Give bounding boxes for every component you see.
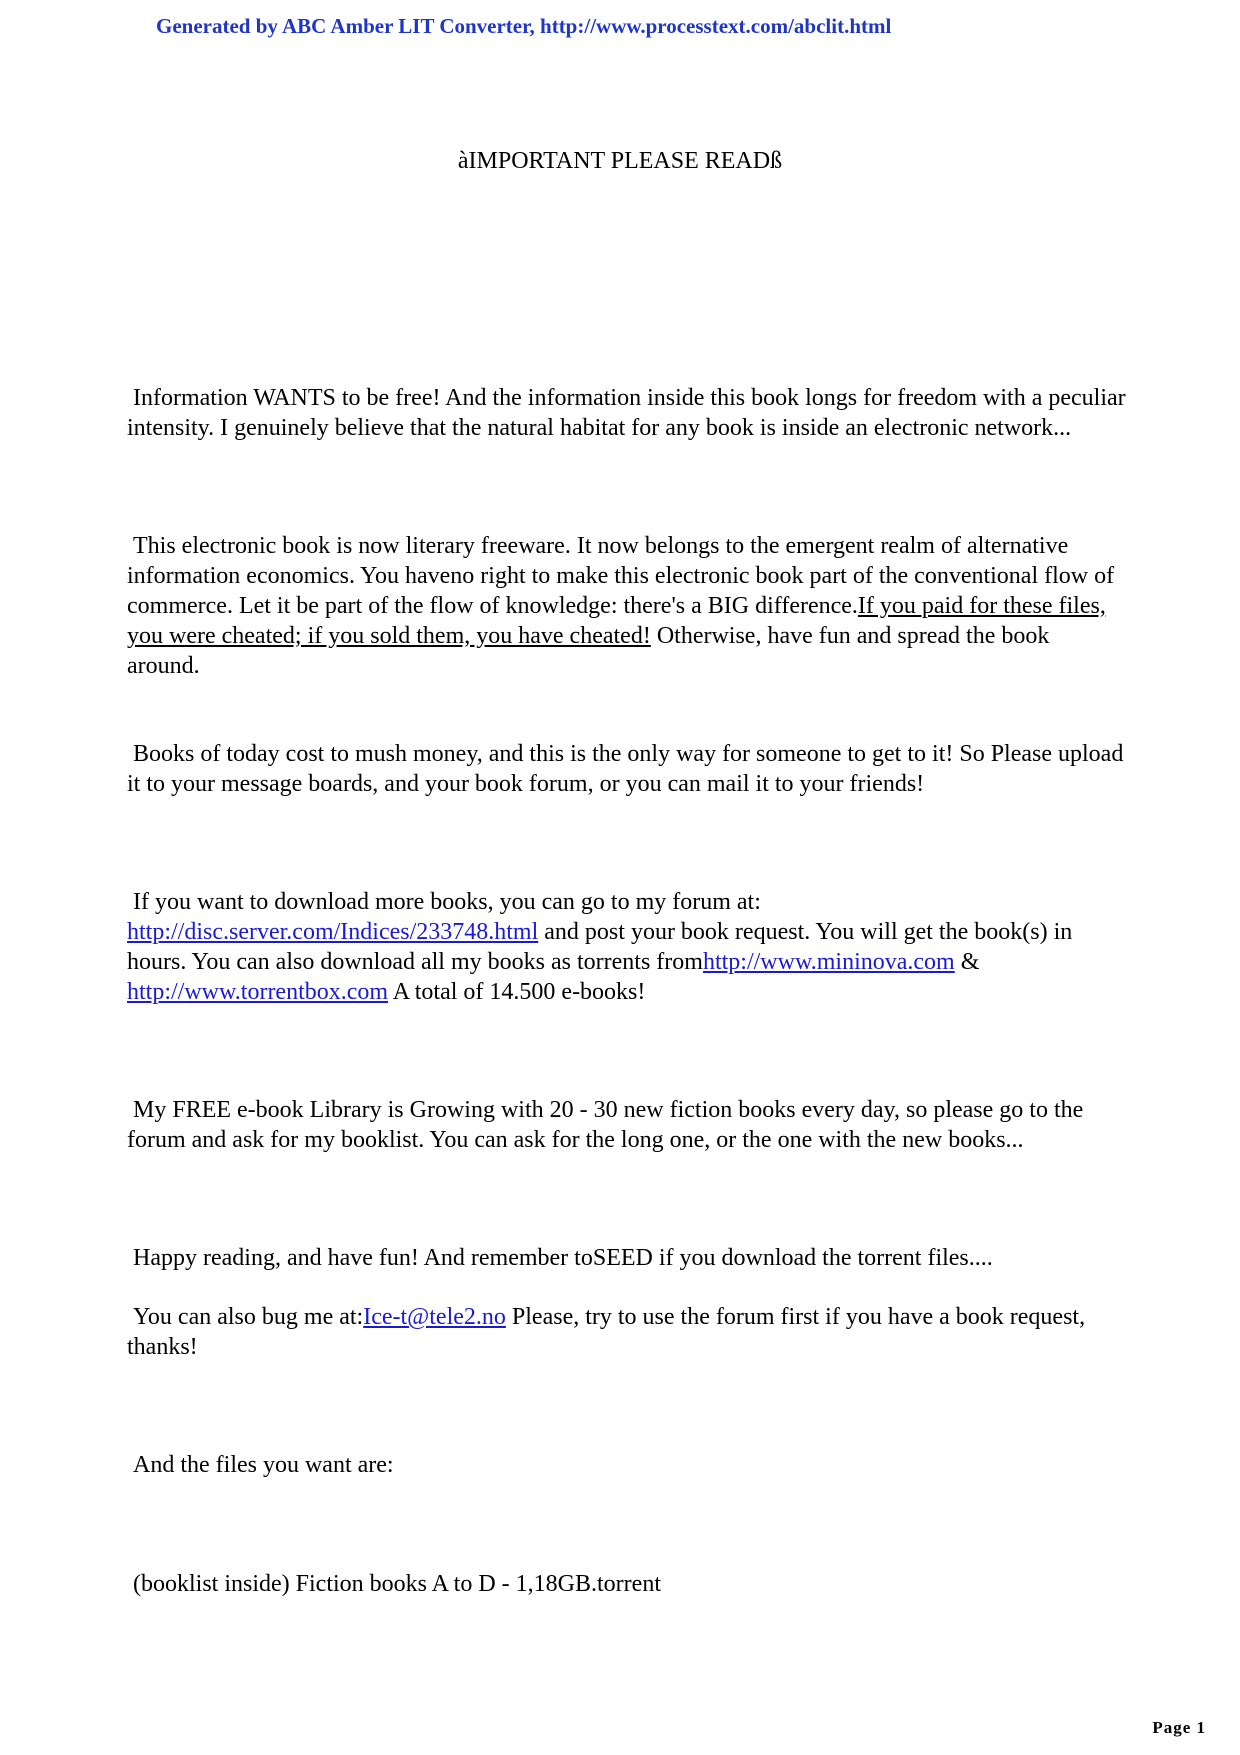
paragraph-text: And the files you want are:	[133, 1452, 394, 1478]
torrentbox-link[interactable]: http://www.torrentbox.com	[127, 979, 389, 1005]
page-title: àIMPORTANT PLEASE READß	[457, 148, 783, 174]
page-number: Page 1	[1152, 1718, 1206, 1737]
paragraph-tail: A total of 14.500 e-books!	[388, 979, 646, 1005]
forum-link[interactable]: http://disc.server.com/Indices/233748.html	[127, 919, 539, 945]
mininova-link[interactable]: http://www.mininova.com	[702, 949, 955, 975]
paragraph-download-more	[127, 887, 1127, 1007]
paragraph-tail: Please, try to use the forum first if you have a book request, thanks!	[127, 1304, 1086, 1360]
paragraph-text: This electronic book is now literary freeware. It now belongs to the emergent realm of alternative information economics. You haveno right to make this electronic book part of the conventional flow of commerce. Let it be part of the flow of knowledge: there's a BIG difference.	[127, 533, 1115, 619]
email-link[interactable]: Ice-t@tele2.no	[363, 1304, 506, 1330]
paragraph-tail: Otherwise, have fun and spread the book around.	[127, 623, 1050, 679]
paragraph-lead: You can also bug me at:	[133, 1304, 364, 1330]
paragraph-information-wants	[127, 383, 1127, 443]
paragraph-free-library	[127, 1095, 1127, 1155]
paragraph-happy-reading	[127, 1243, 1127, 1273]
paragraph-mid: &	[954, 949, 980, 975]
paragraph-text: Books of today cost to mush money, and this is the only way for someone to get to it! So Please upload it to your message boards, and your book forum, or you can mail it to your friends!	[127, 741, 1124, 797]
converter-header: Generated by ABC Amber LIT Converter, http://www.processtext.com/abclit.html	[156, 14, 892, 38]
paragraph-files-intro	[127, 1450, 1127, 1480]
file-name: (booklist inside) Fiction books A to D - 1,18GB.torrent	[133, 1571, 661, 1597]
paragraph-books-cost	[127, 739, 1127, 799]
paragraph-bug-me	[127, 1302, 1127, 1362]
file-list-item	[127, 1569, 1127, 1599]
paragraph-mid: and post your book request. You will get the book(s) in hours. You can also download all my books as torrents from	[127, 919, 1073, 975]
cheated-warning: If you paid for these files, you were cheated; if you sold them, you have cheated!	[127, 593, 1106, 649]
paragraph-text: Happy reading, and have fun! And remember toSEED if you download the torrent files....	[133, 1245, 993, 1271]
paragraph-text: My FREE e-book Library is Growing with 20 - 30 new fiction books every day, so please go to the forum and ask for my booklist. You can ask for the long one, or the one with the new books...	[127, 1097, 1084, 1153]
paragraph-text: Information WANTS to be free! And the information inside this book longs for freedom with a peculiar intensity. I genuinely believe that the natural habitat for any book is inside an electronic network...	[127, 385, 1126, 441]
paragraph-literary-freeware	[127, 531, 1127, 681]
paragraph-lead: If you want to download more books, you can go to my forum at:	[133, 889, 761, 915]
